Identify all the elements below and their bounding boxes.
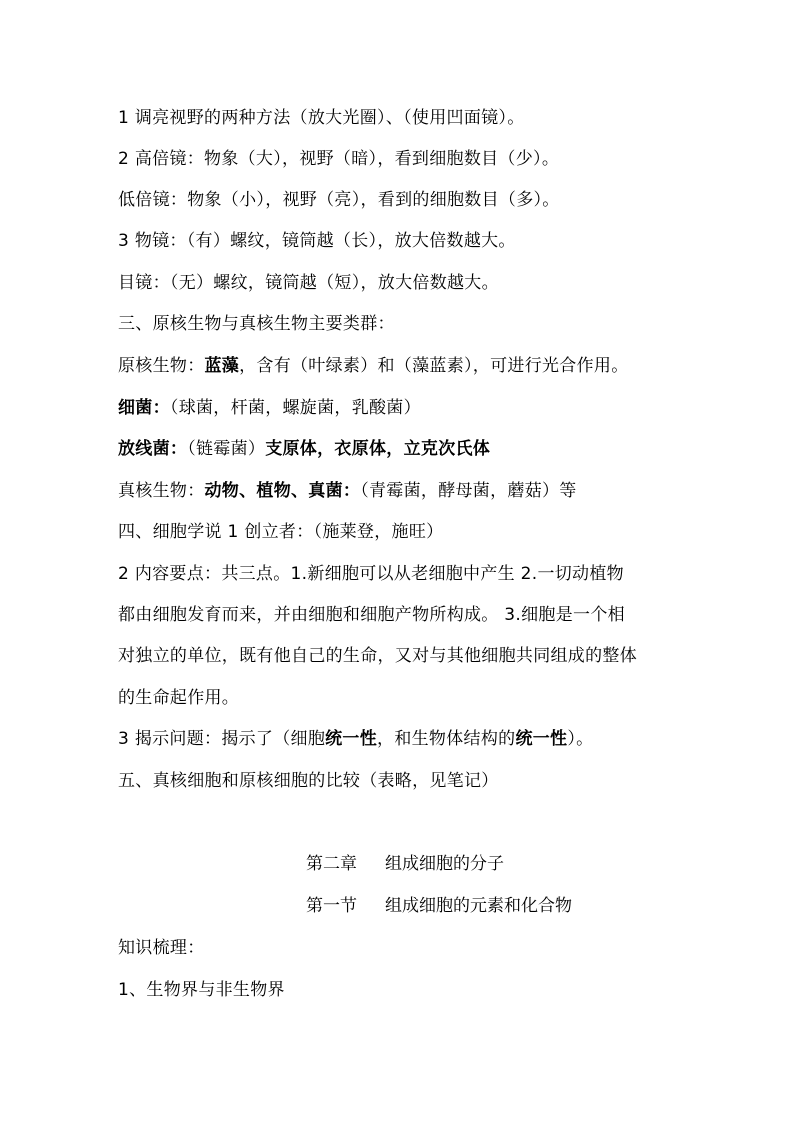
text-line: 的生命起作用。 [118,688,240,708]
bold-term: 统一性 [515,729,568,749]
text-line: 2 高倍镜：物象（大），视野（暗），看到细胞数目（少）。 [118,149,560,169]
text-line [118,480,577,502]
bold-term: 统一性 [325,729,378,749]
text-line: 2 内容要点：共三点。1.新细胞可以从老细胞中产生 2.一切动植物 [118,564,624,584]
section-heading: 四、细胞学说 1 创立者：（施莱登，施旺） [118,522,444,542]
text-line: 对独立的单位，既有他自己的生命，又对与其他细胞共同组成的整体 [118,646,637,666]
text-line [118,355,629,377]
section-number: 第一节 [306,896,357,916]
text-line: 都由细胞发育而来，并由细胞和细胞产物所构成。 3.细胞是一个相 [118,605,625,625]
text-line [118,438,490,460]
label: 真核生物： [118,481,205,501]
section-heading: 三、原核生物与真核生物主要类群： [118,314,395,334]
text: ）。 [567,729,594,749]
text-line: 知识梳理： [118,938,205,958]
section-title: 组成细胞的元素和化合物 [385,896,572,916]
text-line [118,397,421,419]
section-heading: 五、真核细胞和原核细胞的比较（表略，见笔记） [118,771,499,791]
label: 原核生物： [118,356,205,376]
text-line: 3 物镜：（有）螺纹，镜筒越（长），放大倍数越大。 [118,231,516,251]
chapter-heading [306,853,504,875]
text-line: 目镜：（无）螺纹，镜筒越（短），放大倍数越大。 [118,273,499,293]
bold-term: 放线菌： [118,439,188,459]
text: 3 揭示问题：揭示了（细胞 [118,729,326,749]
text: ，含有（叶绿素）和（藻蓝素），可进行光合作用。 [239,356,629,376]
chapter-title: 组成细胞的分子 [385,854,504,874]
text: （青霉菌，酵母菌，蘑菇）等 [360,481,577,501]
text-line [118,728,593,750]
bold-term: 蓝藻 [204,356,240,376]
text: （链霉菌） [187,439,266,459]
bold-term: 细菌： [118,398,170,418]
bold-term: 动物、植物、真菌： [204,481,361,501]
text: ，和生物体结构的 [377,729,516,749]
text-line: 1、生物界与非生物界 [118,980,285,1000]
text-line: 低倍镜：物象（小），视野（亮），看到的细胞数目（多）。 [118,190,560,210]
text-line: 1 调亮视野的两种方法（放大光圈）、（使用凹面镜）。 [118,108,525,128]
section-title-heading [306,895,572,917]
chapter-number: 第二章 [306,854,357,874]
bold-term: 支原体，衣原体，立克次氏体 [265,439,491,459]
text: （球菌，杆菌，螺旋菌，乳酸菌） [169,398,421,418]
